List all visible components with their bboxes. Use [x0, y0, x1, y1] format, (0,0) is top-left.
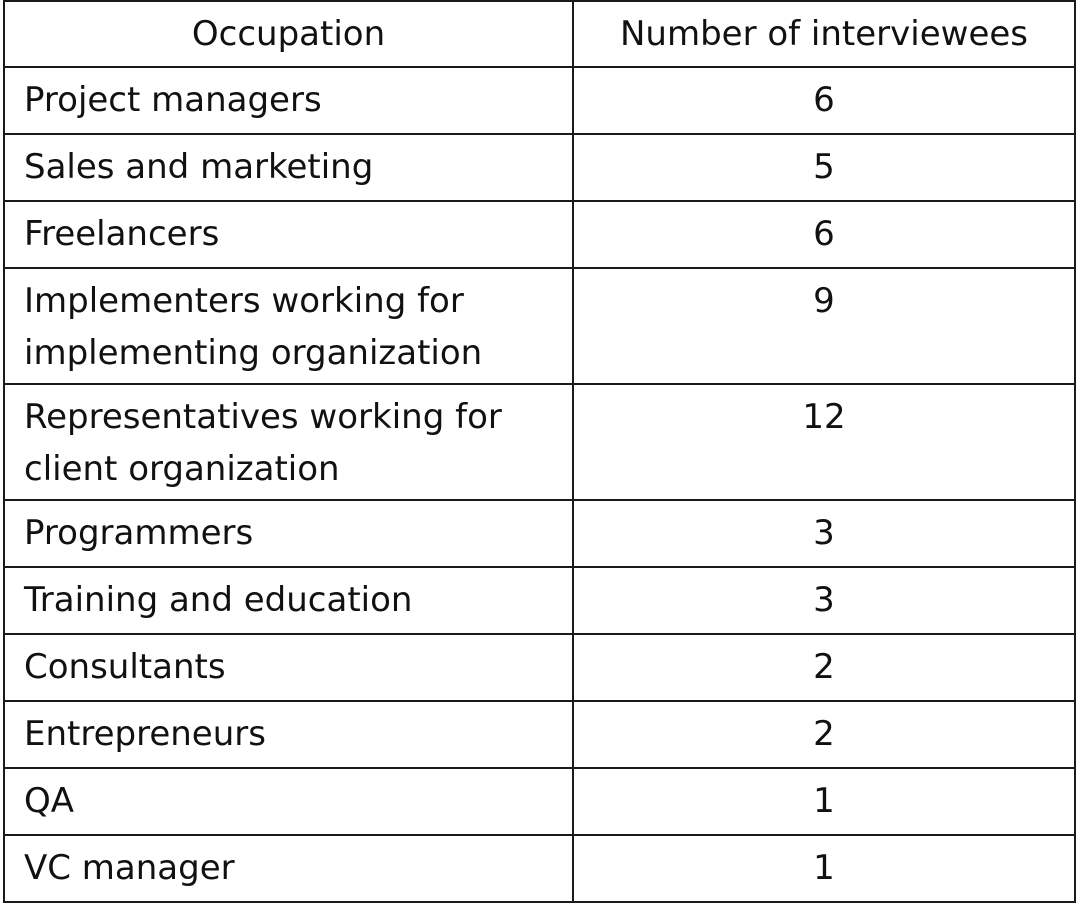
table-row	[4, 835, 1075, 902]
occupation-cell: Project managers	[4, 67, 573, 134]
occupation-cell: Sales and marketing	[4, 134, 573, 201]
count-cell: 2	[573, 701, 1075, 768]
count-cell: 3	[573, 567, 1075, 634]
table-row	[4, 134, 1075, 201]
occupation-cell: VC manager	[4, 835, 573, 902]
occupation-cell: Training and education	[4, 567, 573, 634]
occupation-cell: Entrepreneurs	[4, 701, 573, 768]
table-row	[4, 567, 1075, 634]
table-row	[4, 384, 1075, 500]
count-cell: 1	[573, 768, 1075, 835]
count-cell: 6	[573, 67, 1075, 134]
header-number-of-interviewees: Number of interviewees	[573, 1, 1075, 67]
occupation-cell: Programmers	[4, 500, 573, 567]
occupation-cell: Implementers working for implementing organization	[4, 268, 573, 384]
count-cell: 6	[573, 201, 1075, 268]
occupation-cell: Freelancers	[4, 201, 573, 268]
table-row	[4, 768, 1075, 835]
table-row	[4, 67, 1075, 134]
occupation-cell: Consultants	[4, 634, 573, 701]
count-cell: 12	[573, 384, 1075, 500]
header-row	[4, 1, 1075, 67]
count-cell: 3	[573, 500, 1075, 567]
table-row	[4, 201, 1075, 268]
count-cell: 2	[573, 634, 1075, 701]
table-row	[4, 701, 1075, 768]
table-row	[4, 268, 1075, 384]
table-row	[4, 634, 1075, 701]
occupation-table	[3, 0, 1076, 903]
occupation-cell: QA	[4, 768, 573, 835]
header-occupation: Occupation	[4, 1, 573, 67]
occupation-cell: Representatives working for client organization	[4, 384, 573, 500]
count-cell: 1	[573, 835, 1075, 902]
count-cell: 5	[573, 134, 1075, 201]
table-row	[4, 500, 1075, 567]
count-cell: 9	[573, 268, 1075, 384]
